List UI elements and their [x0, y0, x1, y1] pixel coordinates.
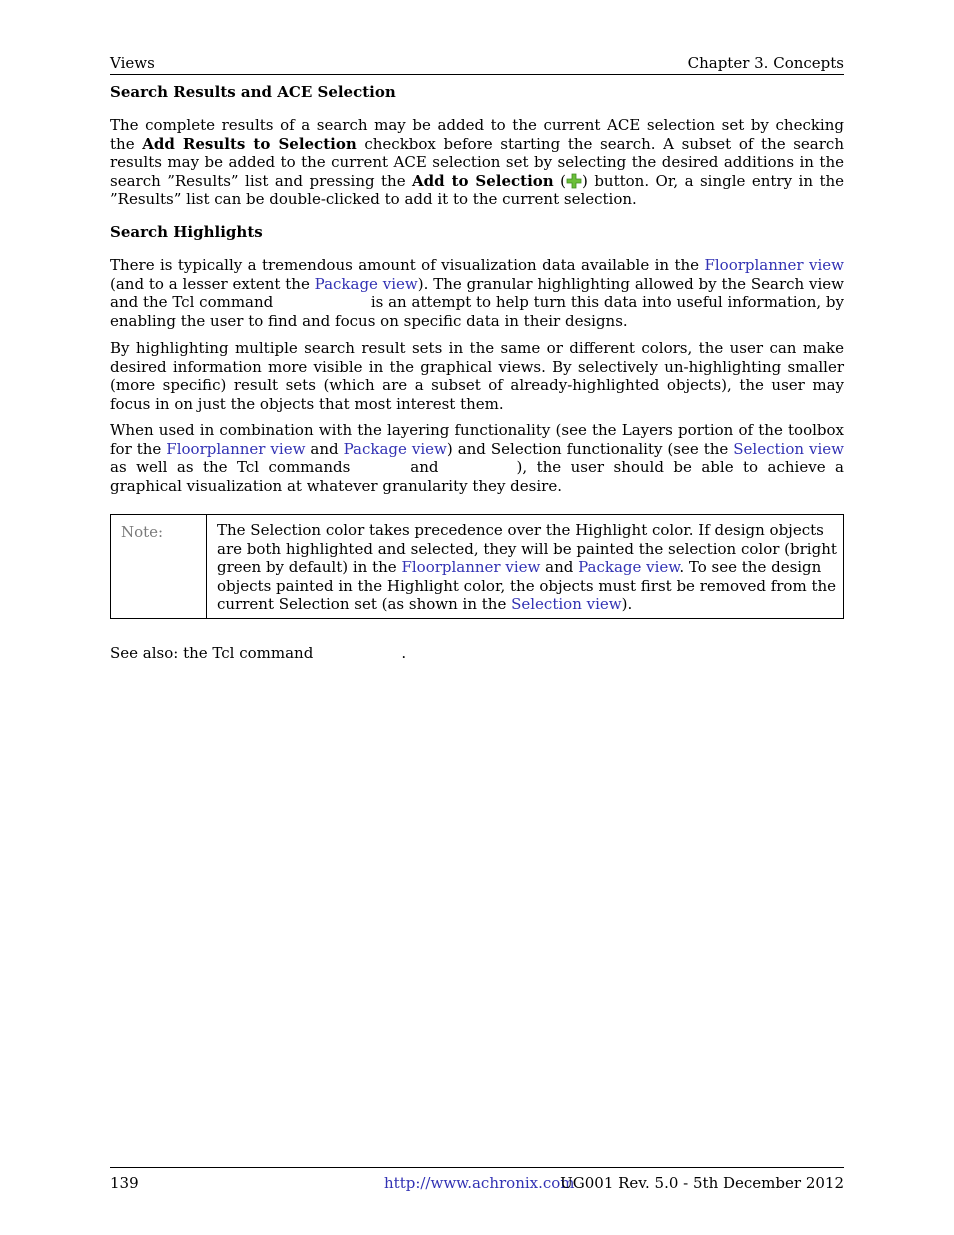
link-package-view[interactable]: Package view: [343, 439, 447, 458]
header-chapter: Chapter 3. Concepts: [687, 54, 844, 72]
link-floorplanner-view[interactable]: Floorplanner view: [401, 558, 541, 576]
note-box: [110, 514, 844, 619]
note-text: The Selection color takes precedence over the Highlight color. If design objects are both highlighted and selected, they will be painted the selection color (bright green by default) in the Floorplanner view and Package view. To see the design objects painted in the Highlight color, the objects must first be removed from the current Selection set (as shown in the Selection view).: [217, 521, 837, 613]
paragraph-highlights-multiple: By highlighting multiple search result sets in the same or different colors, the user can make desired information more visible in the graphical views. By selectively un-highlighting smaller (more specific) result sets (which are a subset of already-highlighted objects), the user may focus in on just the objects that most interest them.: [110, 339, 844, 413]
link-selection-view[interactable]: Selection view: [511, 595, 622, 613]
section-title-search-results: Search Results and ACE Selection: [110, 83, 396, 101]
add-to-selection-label: Add to Selection: [412, 171, 554, 190]
note-label: Note:: [121, 523, 164, 541]
section-title-search-highlights: Search Highlights: [110, 223, 263, 241]
page-number: 139: [110, 1174, 139, 1192]
link-package-view[interactable]: Package view: [578, 558, 680, 576]
note-label-cell: [111, 515, 207, 618]
running-footer: [110, 1167, 844, 1192]
footer-url-link[interactable]: http://www.achronix.com: [384, 1174, 575, 1192]
add-results-label: Add Results to Selection: [142, 134, 357, 153]
link-package-view[interactable]: Package view: [314, 274, 418, 293]
paragraph-highlights-intro: There is typically a tremendous amount of visualization data available in the Floorplanner view (and to a lesser extent the Package view). The granular highlighting allowed by the Search view and the Tcl command is an attempt to help turn this data into useful information, by enabling the user to find and focus on specific data in their designs.: [110, 256, 845, 330]
link-floorplanner-view[interactable]: Floorplanner view: [166, 439, 306, 458]
document-revision: UG001 Rev. 5.0 - 5th December 2012: [560, 1174, 844, 1192]
plus-icon: [566, 173, 582, 189]
see-also: See also: the Tcl command .: [110, 644, 407, 662]
paragraph-search-results: The complete results of a search may be added to the current ACE selection set by checking the Add Results to Selection checkbox before starting the search. A subset of the search results may be added to the current ACE selection set by selecting the desired additions in the search ”Results” list and pressing the Add to Selection ( ) button. Or, a single entry in the ”Results” list can be double-clicked to add it to the current selection.: [110, 116, 845, 208]
link-selection-view[interactable]: Selection view: [733, 439, 844, 458]
header-section: Views: [110, 54, 155, 72]
paragraph-highlights-layering: When used in combination with the layering functionality (see the Layers portion of the toolbox for the Floorplanner view and Package view) and Selection functionality (see the Selection view as well as the Tcl commands and ), the user should be able to achieve a graphical visualization at whatever granularity they desire.: [110, 421, 844, 495]
link-floorplanner-view[interactable]: Floorplanner view: [704, 256, 844, 274]
running-header: [110, 54, 844, 75]
